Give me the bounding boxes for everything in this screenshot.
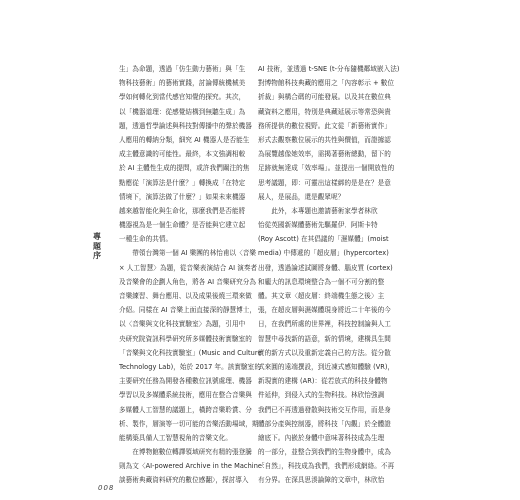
text-line: 思考議題，即：可靈出這樣綁的是是在？是意: [258, 178, 391, 187]
text-line: 新現實的建構 (AR)：從若放式的科技身體物: [258, 377, 388, 386]
text-line: media) 中傳遞的「超皮層」(hypercortex): [258, 249, 389, 258]
text-line: 張，在超皮層與濕媒體現身將近二十年後的今: [258, 306, 391, 315]
text-line: 足跡就無達成「效率場」。並提出一個開放性的: [258, 164, 395, 173]
text-line: 體。其文章〈超皮層：終端機生態之後〉主: [258, 292, 385, 300]
text-line: 對博物館科技典藏的應用之「內容彰示 + 數位: [258, 79, 395, 88]
text-line: 學習以及多媒體系統技術，應用在整合音樂與: [119, 391, 252, 400]
right-text-column: [258, 62, 400, 488]
text-line: 展人，是展品，還是觀眾呢？: [258, 192, 345, 201]
text-line: 介紹。同樣在 AI 音樂上面直接深的靜慧博士，: [119, 306, 257, 315]
text-line: 以「機器道理：從感覺結構到無聽生成」為: [119, 107, 246, 116]
text-line: 析、製作，層演等一切可能的音樂活動場域，期: [119, 419, 259, 428]
text-line: 越來越智能化與生命化，那麼我們是否能將: [119, 206, 246, 215]
text-line: AI 技術，並透過 t-SNE (t-分布隨機鄰域嵌入法): [258, 65, 400, 73]
text-line: 談藝術典藏資料研究的數位感翻〉，探討導入: [119, 476, 249, 485]
text-line: 則為文〈AI-powered Archive in the Machine：: [119, 462, 269, 471]
text-line: 怡從英國新媒體藝術先驅羅伊．阿斯卡特: [258, 221, 378, 230]
text-line: 點應從「演算法是什麼？」轉換成「在特定: [119, 178, 246, 187]
text-line: 機器視為是一個生命體？是否能與它建立起: [119, 221, 246, 230]
text-line: 此外，本專題也邀請藝術家學者林欣: [258, 206, 378, 215]
text-line: 出發，透過論述試圖將身體、腦皮質 (cortex): [258, 263, 393, 272]
text-line: 藏資料之應用，特別是典藏延展示等常恐與貴: [258, 107, 391, 116]
text-line: 務所提供的數位視野。此文從「新藝術實作」: [258, 121, 391, 130]
text-line: 題，透過哲學論述與科技對傳播中的聲於機器: [119, 121, 252, 130]
text-line: 「自然」，科技成為我們，我們形成網絡。不再: [258, 462, 395, 471]
text-line: 體部分產與控制器，將科技「內觀」於全體證: [258, 419, 391, 428]
text-line: 我們已不再透過發散與技術交互作用，而是身: [258, 405, 391, 414]
text-line: Technology Lab)，始於 2017 年。該實驗室的: [119, 362, 261, 371]
section-label-char: 專: [93, 232, 101, 241]
text-line: 能構築具備人工智慧視角的音樂文化。: [119, 433, 232, 442]
text-line: 成主體意識的可能性。最終，本文強調相較: [119, 150, 246, 159]
text-line: 智慧中尋找新的語意，新的情境，建構具生間: [258, 334, 391, 343]
text-line: 學如何轉化到當代感官知覺的探究。其次，: [119, 93, 246, 102]
text-line: 有分界。在深具思湊論障的文章中，林欣怡: [258, 476, 385, 485]
section-label-char: 題: [93, 241, 101, 251]
left-text-column: [119, 62, 269, 488]
text-line: 式來圓的遠端撰設，到近凍式感知體驗 (VR)，: [258, 362, 395, 371]
text-line: 和龐大的訊息環境整合為一個不可分割的整: [258, 277, 385, 286]
text-line: 「音樂與文化科技實驗室」(Music and Culture: [119, 348, 262, 357]
text-line: 人應用的轉納分類，細究 AI 機器人是否能生: [119, 135, 250, 144]
text-line: 實的新方式以及重新定義自己的方法。從分散: [258, 348, 391, 357]
text-line: 為展覽越像她效率，需揭著藝術總動，留下的: [258, 150, 391, 159]
text-line: (Roy Ascott) 在其倡議的「濕媒體」(moist: [258, 235, 389, 244]
text-line: 生」為命題，透過「仿生動力藝術」與「生: [119, 65, 246, 73]
text-line: 情境下，演算法做了什麼？」如果未來機器: [119, 192, 246, 201]
text-line: 物科技藝術」的藝術實踐，討論傳統機械美: [119, 79, 246, 88]
text-line: 央研究院資訊科學研究所多媒體技術實驗室的: [119, 334, 252, 343]
text-line: 繪底下。內嵌於身體中意味著科技成為生理: [258, 433, 385, 442]
section-label-char: 序: [93, 251, 101, 260]
text-line: 音樂練習、舞台應用、以及成果後燒三環來做: [119, 292, 252, 300]
text-line: 多媒體人工智慧的議題上，橫跨音樂聆賞、分: [119, 405, 252, 414]
text-line: 日，在我們所處的世界裡，科技控制論與人工: [258, 320, 391, 329]
text-line: 一種生命的共情。: [119, 235, 173, 244]
text-line: 的一部分，並整合到我們的生物身體中，成為: [258, 448, 391, 457]
text-line: × 人工智慧〉為題，從音樂表演結合 AI 演奏者: [119, 263, 258, 272]
text-line: 及音樂會的企劃人角色，將各 AI 音樂研究分為: [119, 277, 257, 286]
text-line: 折裁」與構合碼的可能發展。以及其在數位典: [258, 93, 391, 102]
text-line: 在博物館數位轉譯領域研究有精的張登騰: [119, 448, 252, 457]
text-line: 於 AI 主體性生成的提問，或許我們關注的焦: [119, 164, 250, 173]
text-line: 形式去觀察數位展示的共性與價值，而證據認: [258, 135, 391, 144]
page-number: 008: [98, 484, 115, 492]
text-line: 件延伸，到侵入式的生物科技。林欣怡強調: [258, 391, 385, 400]
text-line: 帶領台灣第一個 AI 樂團的林怡甫以〈音樂: [119, 249, 257, 258]
section-label: [93, 232, 101, 261]
text-line: 以〈音樂與文化科技實驗室〉為題，引用中: [119, 320, 246, 329]
text-line: 主要研究任務為開發各種數位訊號處理、機器: [119, 377, 252, 386]
